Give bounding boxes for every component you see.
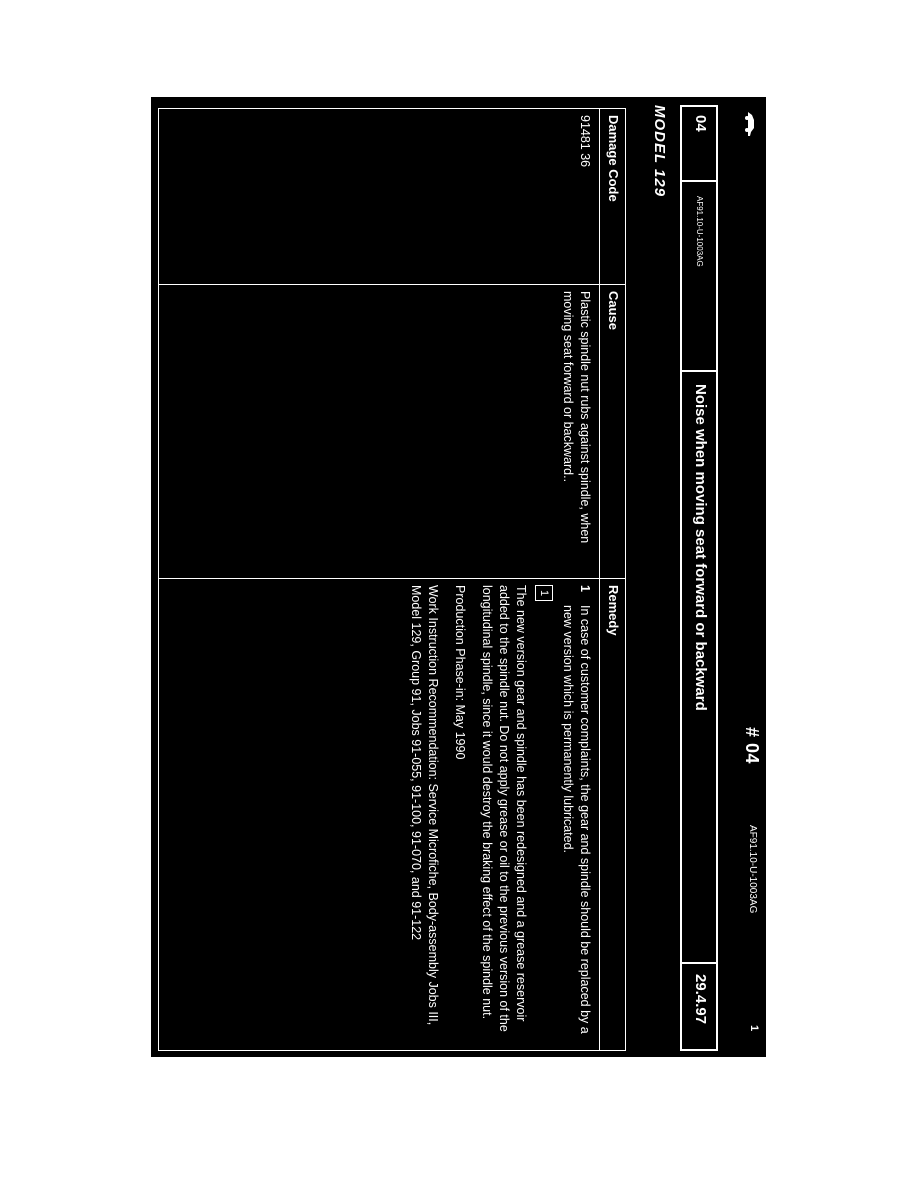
header-reference: AF91.10-U-1003AG (747, 825, 758, 914)
note-text: The new version gear and spindle has been redesigned and a grease reservoir added to the spindle nut. Do not apply grease or oil to the previous version of the longitudinal spindle, since it would destroy the braking effect of the spindle nut. (480, 585, 528, 1032)
remedy-step-number: 1 (578, 585, 592, 592)
car-icon (745, 111, 757, 137)
column-header-cause: Cause (600, 285, 626, 579)
title-reference: AF91.10-U-1003AG (682, 182, 716, 372)
page-number: 1 (748, 1025, 760, 1032)
damage-code-cell: 91481 36 (159, 109, 600, 285)
remedy-step (559, 585, 593, 1044)
title-number: 04 (682, 107, 716, 182)
production-phase-in: Production Phase-in: May 1990 (453, 585, 467, 760)
remedy-cell (159, 579, 600, 1051)
table-row (159, 109, 600, 1051)
document-title: Noise when moving seat forward or backward (692, 384, 709, 711)
work-instruction: Work Instruction Recommendation: Service Microfiche, Body-assembly Jobs III, Model 129, Group 91, Jobs 91-055, 91-100, 91-070, and 91-122 (409, 585, 440, 1026)
document-date: 29.4.97 (682, 962, 716, 1049)
title-bar (680, 105, 718, 1051)
model-heading: MODEL 129 (651, 105, 668, 198)
document-number: # 04 (742, 727, 762, 765)
page-content (151, 97, 766, 1057)
page-header (736, 97, 766, 1057)
column-header-remedy: Remedy (600, 579, 626, 1051)
cause-cell: Plastic spindle nut rubs against spindle, when moving seat forward or backward.. (159, 285, 600, 579)
scanned-page (151, 97, 766, 1057)
damage-code-table (158, 108, 626, 1051)
note-marker: 1 (535, 585, 553, 601)
column-header-damage-code: Damage Code (600, 109, 626, 285)
remedy-step-text: In case of customer complaints, the gear and spindle should be replaced by a new version which is permanently lubricated. (561, 605, 592, 1034)
table-header-row (600, 109, 626, 1051)
